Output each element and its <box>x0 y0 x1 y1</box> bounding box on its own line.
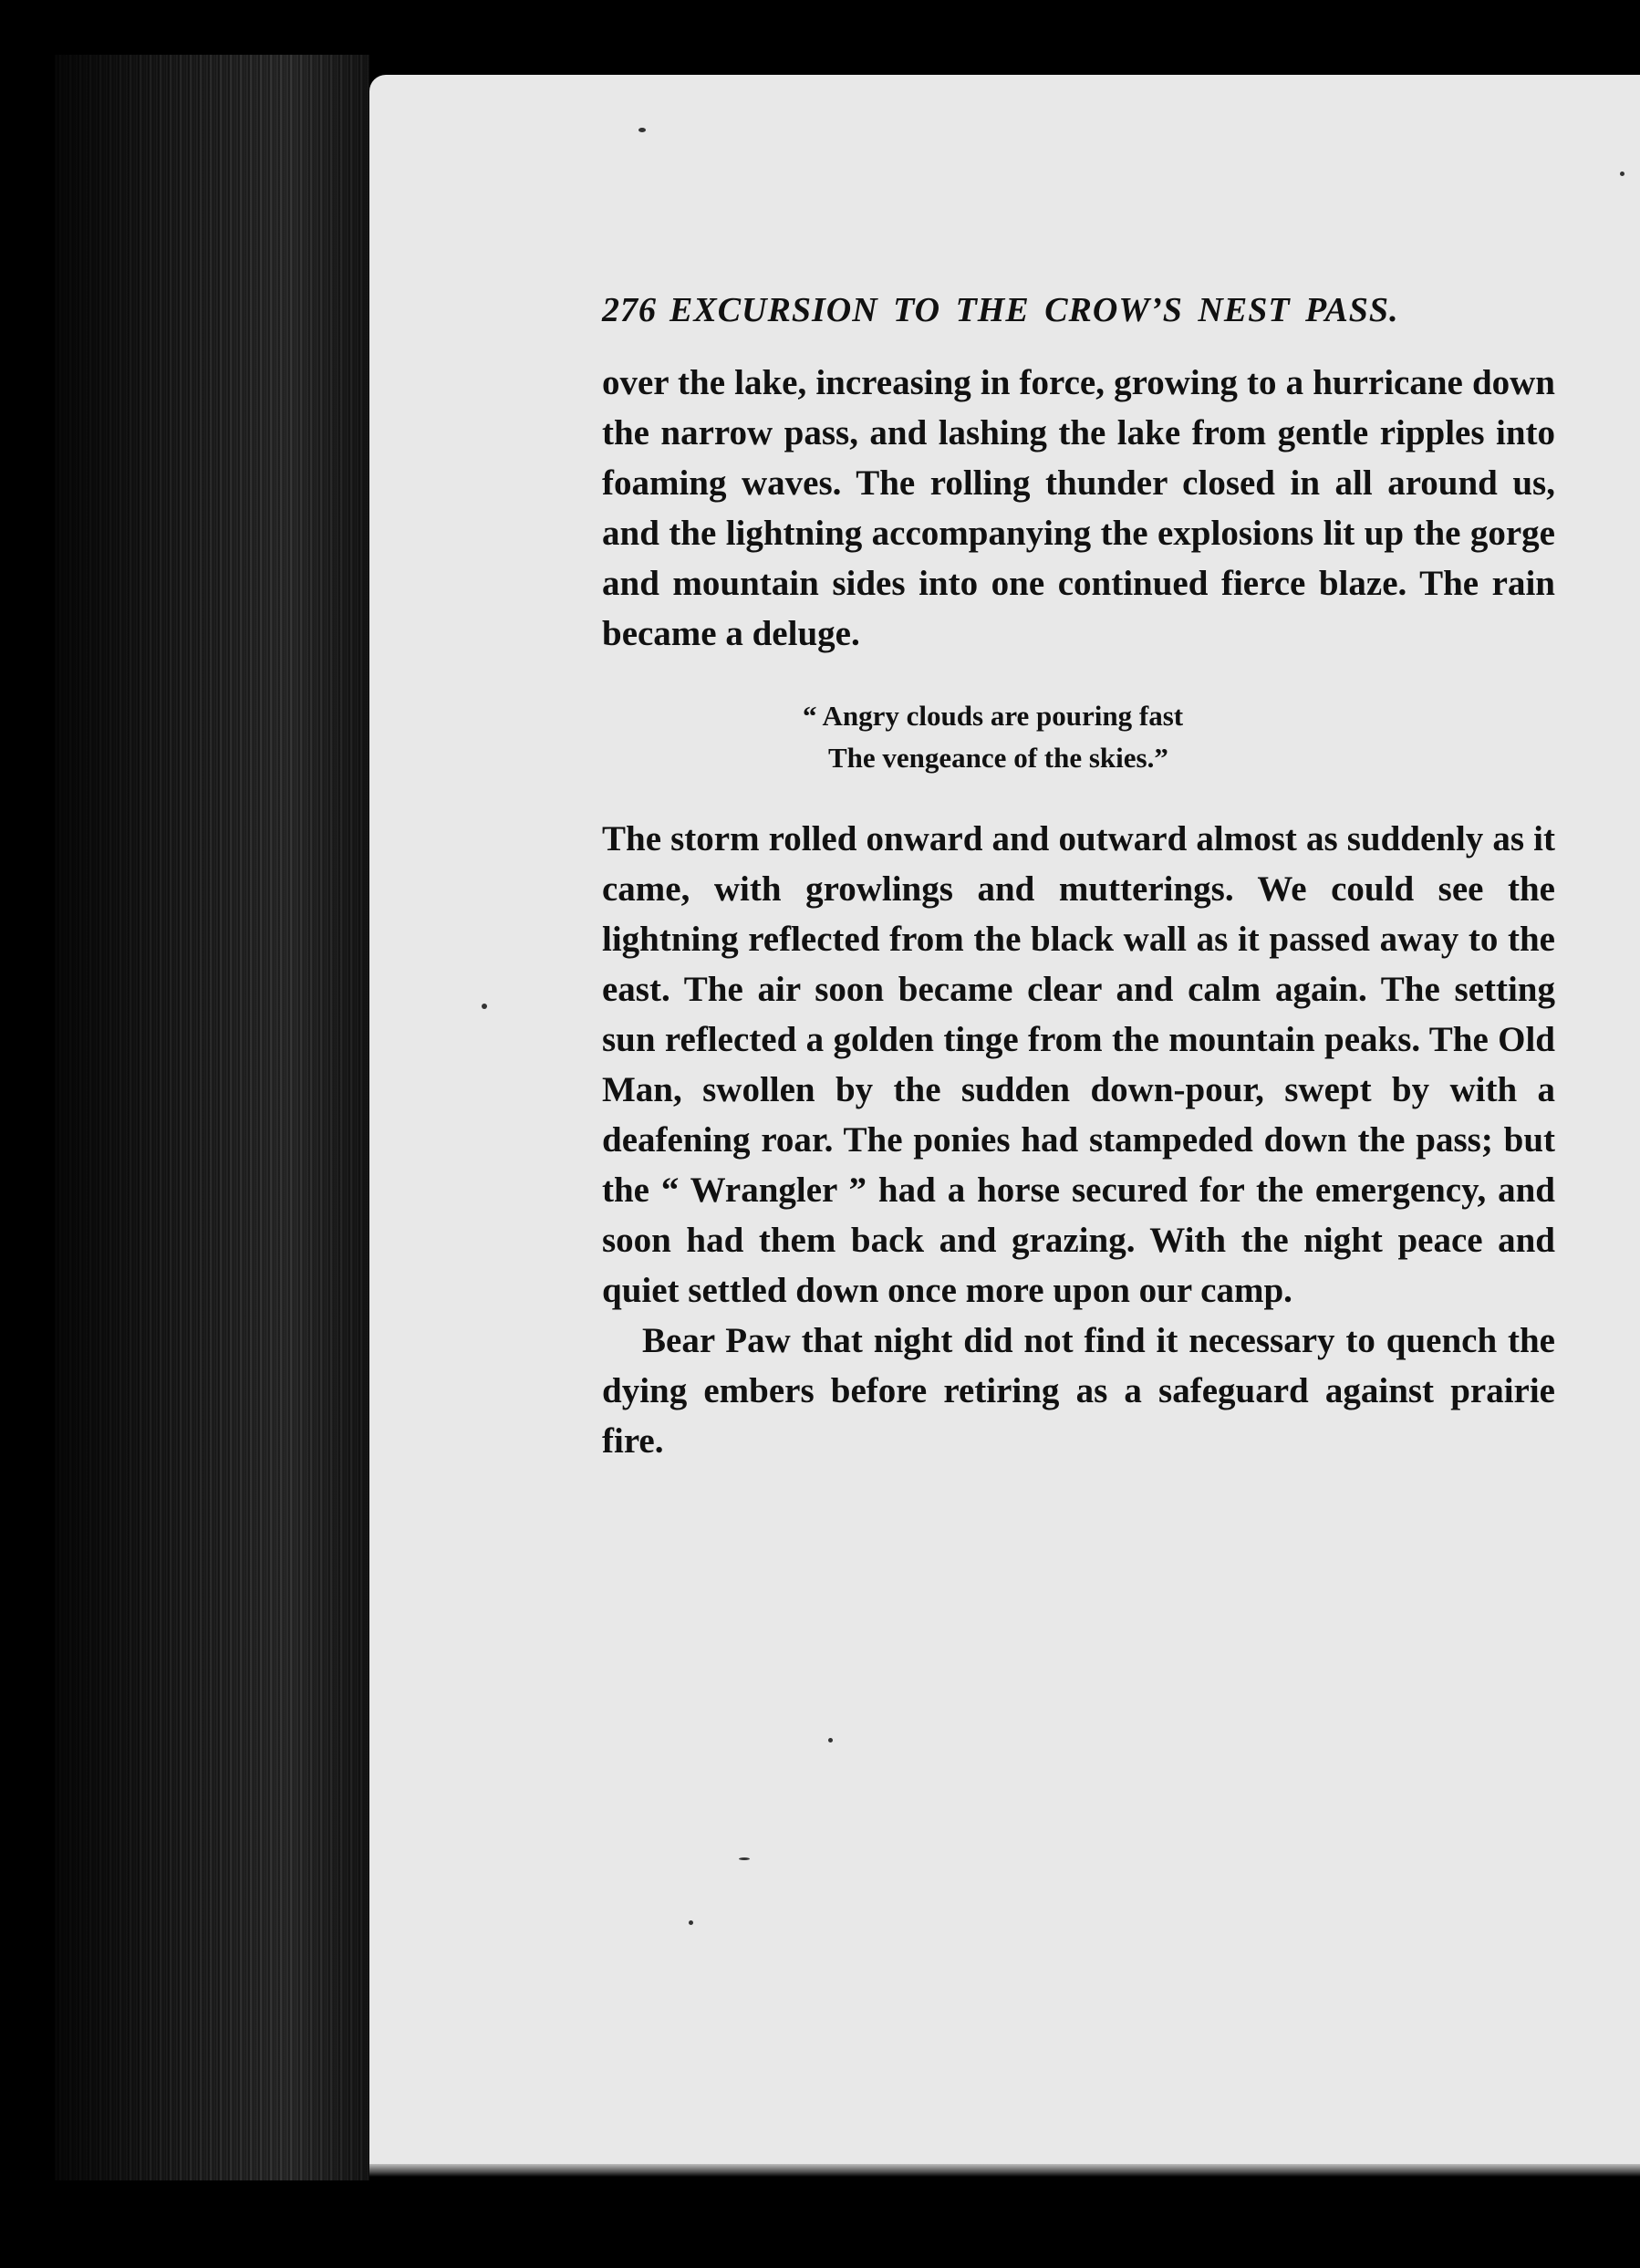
page-edges-shadow <box>55 55 369 2180</box>
verse-quote <box>803 695 1555 779</box>
paragraph-3: Bear Paw that night did not find it necessary to quench the dying embers before retiring as a safeguard against prairie fire. <box>602 1321 1555 1461</box>
dust-speck <box>828 1738 833 1743</box>
page-text <box>602 290 1555 1466</box>
paragraph-2: The storm rolled onward and outward almost as suddenly as it came, with growlings and mutterings. We could see the lightning reflected from the black wall as it passed away to the east. The air soon became clear and calm again. The setting sun reflected a golden tinge from the mountain peaks. The Old Man, swollen by the sudden down-pour, swept by with a deafening roar. The ponies had stampeded down the pass; but the “ Wrangler ” had a horse secured for the emergency, and soon had them back and grazing. With the night peace and quiet settled down once more upon our camp. <box>602 819 1555 1310</box>
dust-speck <box>739 1857 750 1860</box>
verse-line-2: The vengeance of the skies.” <box>828 742 1168 774</box>
dust-speck <box>689 1920 693 1925</box>
dust-speck <box>638 128 646 132</box>
dust-speck <box>482 1004 487 1009</box>
paragraph-1: over the lake, increasing in force, growing to a hurricane down the narrow pass, and lashing the lake from gentle ripples into foaming waves. The rolling thunder closed in all around us, and the lightning accompanying the explosions lit up the gorge and mountain sides into one continued fierce blaze. The rain became a deluge. <box>602 363 1555 653</box>
page-number: 276 <box>602 291 657 329</box>
verse-line-1: “ Angry clouds are pouring fast <box>803 700 1184 732</box>
page-bottom-edge <box>369 2164 1640 2177</box>
chapter-title: EXCURSION TO THE CROW’S NEST PASS. <box>669 291 1399 329</box>
dust-speck <box>1620 172 1624 176</box>
running-head <box>602 290 1555 330</box>
